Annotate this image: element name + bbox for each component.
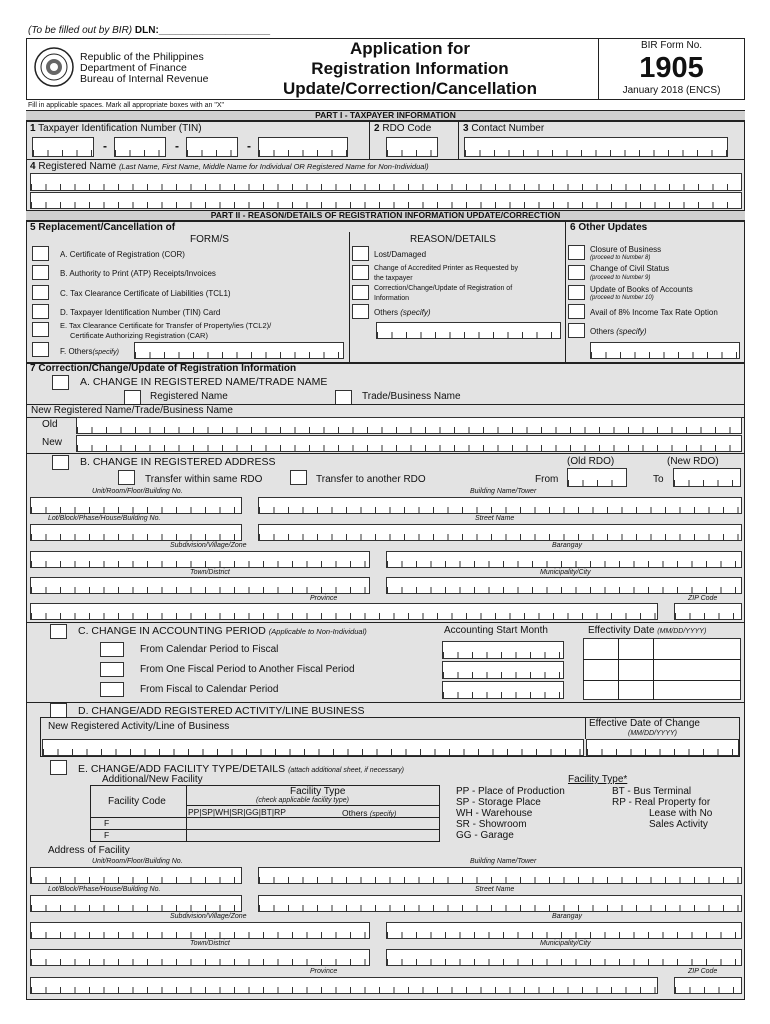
change-name-label: A. CHANGE IN REGISTERED NAME/TRADE NAME [80, 376, 328, 388]
reason-printer-2: the taxpayer [374, 275, 413, 282]
comb-ticks [259, 877, 741, 884]
eff-change-hint: (MM/DD/YYYY) [628, 730, 677, 737]
fiscal-to-calendar-label: From Fiscal to Calendar Period [140, 684, 279, 695]
tin-card-checkbox[interactable] [32, 304, 49, 319]
comb-ticks [115, 150, 165, 157]
others-form-checkbox[interactable] [32, 342, 49, 357]
other-updates-checkbox[interactable] [568, 323, 585, 338]
lost-damaged-checkbox[interactable] [352, 246, 369, 261]
comb-ticks [674, 480, 740, 487]
change-activity-label: D. CHANGE/ADD REGISTERED ACTIVITY/LINE BUSINESS [78, 705, 365, 717]
fac-town-input[interactable] [30, 949, 370, 966]
reason-correction: Correction/Change/Update of Registration of [374, 285, 513, 292]
zip-label: ZIP Code [688, 595, 718, 602]
tin-part3[interactable] [186, 137, 238, 157]
comb-ticks [77, 445, 741, 452]
change-address-label: B. CHANGE IN REGISTERED ADDRESS [80, 456, 276, 468]
comb-ticks [675, 987, 741, 994]
form-others: F. Others(specify) [60, 347, 119, 356]
province-input[interactable] [30, 603, 658, 620]
reason-correction-2: Information [374, 295, 410, 302]
others-form-input[interactable] [134, 342, 344, 359]
same-rdo-checkbox[interactable] [118, 470, 135, 485]
closure-hint: (proceed to Number 8) [590, 255, 651, 261]
form-tcl2: E. Tax Clearance Certificate for Transfer of Property/ies (TCL2)/ [60, 321, 272, 330]
bir-seal-icon [34, 47, 74, 87]
town-input[interactable] [30, 577, 370, 594]
books-checkbox[interactable] [568, 285, 585, 300]
fiscal-to-fiscal-checkbox[interactable] [100, 662, 124, 677]
tcl1-checkbox[interactable] [32, 285, 49, 300]
contact-number-input[interactable] [464, 137, 728, 157]
fac-building-label: Building Name/Tower [470, 858, 537, 865]
fac-unit-input[interactable] [30, 867, 242, 884]
fac-lot-label: Lot/Block/Phase/House/Building No. [48, 886, 161, 893]
city-label: Municipality/City [540, 569, 591, 576]
acct-month-input-2[interactable] [442, 661, 564, 679]
barangay-label: Barangay [552, 542, 582, 549]
facility-check-hint: (check applicable facility type) [256, 797, 349, 804]
fiscal-to-calendar-checkbox[interactable] [100, 682, 124, 697]
instructions: Fill in applicable spaces. Mark all appropriate boxes with an "X" [28, 102, 225, 109]
old-rdo-label: (Old RDO) [567, 456, 615, 467]
comb-ticks [31, 905, 241, 912]
change-printer-checkbox[interactable] [352, 265, 369, 280]
correction-checkbox[interactable] [352, 285, 369, 300]
building-label: Building Name/Tower [470, 488, 537, 495]
part2-title: PART II - REASON/DETAILS OF REGISTRATION INFORMATION UPDATE/CORRECTION [210, 210, 561, 220]
forms-header: FORM/S [190, 234, 229, 245]
legend-left: PP - Place of Production SP - Storage Place WH - Warehouse SR - Showroom GG - Garage [456, 786, 565, 841]
trade-name-checkbox[interactable] [335, 390, 352, 405]
registered-name-option: Registered Name [150, 391, 228, 402]
facility-col-headers: PP|SP|WH|SR|GG|BT|RP [188, 807, 286, 817]
comb-ticks [31, 932, 369, 939]
tcl2-checkbox[interactable] [32, 322, 49, 337]
section5-title: 5 Replacement/Cancellation of [30, 222, 176, 233]
registered-name-input-1[interactable] [30, 173, 742, 191]
gg-col: GG [245, 807, 259, 817]
form-tcl1: C. Tax Clearance Certificate of Liabilities (TCL1) [60, 289, 231, 298]
new-activity-label: New Registered Activity/Line of Business [48, 721, 230, 732]
same-rdo-label: Transfer within same RDO [145, 474, 263, 485]
others-reason-checkbox[interactable] [352, 304, 369, 319]
comb-ticks [31, 613, 657, 620]
fac-zip-label: ZIP Code [688, 968, 718, 975]
books-label: Update of Books of Accounts [590, 285, 693, 294]
comb-ticks [31, 184, 741, 191]
comb-ticks [675, 613, 741, 620]
facility-f-label: F [104, 830, 110, 840]
province-label: Province [310, 595, 338, 602]
agency-block: Republic of the Philippines Department of Finance Bureau of Internal Revenue [80, 51, 209, 85]
acct-month-input-3[interactable] [442, 681, 564, 699]
legend-title: Facility Type* [568, 774, 628, 785]
new-rdo-label: (New RDO) [667, 456, 719, 467]
change-activity-checkbox[interactable] [50, 703, 67, 718]
reason-header: REASON/DETAILS [410, 234, 496, 245]
tin-dash: - [103, 139, 107, 153]
new-activity-input[interactable] [42, 739, 584, 756]
bir-note: (To be filled out by BIR) DLN:____________________ [28, 25, 271, 36]
change-facility-checkbox[interactable] [50, 760, 67, 775]
comb-ticks [43, 749, 583, 756]
fac-street-label: Street Name [475, 886, 515, 893]
registered-name-input-2[interactable] [30, 192, 742, 209]
reason-lost: Lost/Damaged [374, 250, 427, 259]
new-label: New [42, 437, 63, 448]
old-rdo-input[interactable] [567, 468, 627, 487]
comb-ticks [33, 150, 93, 157]
comb-ticks [31, 877, 241, 884]
comb-ticks [591, 352, 739, 359]
registered-name-label: 4 Registered Name (Last Name, First Name, Middle Name for Individual OR Registered Name for Non-Individual) [30, 161, 429, 172]
part1-title: PART I - TAXPAYER INFORMATION [315, 110, 456, 120]
facility-code-label: Facility Code [108, 796, 166, 807]
comb-ticks [387, 959, 741, 966]
from-rdo-label: From [535, 474, 559, 485]
civil-status-checkbox[interactable] [568, 265, 585, 280]
contact-label: 3 Contact Number [463, 123, 545, 134]
comb-ticks [377, 332, 560, 339]
change-facility-label: E. CHANGE/ADD FACILITY TYPE/DETAILS (attach additional sheet, if necessary) [78, 763, 405, 775]
comb-ticks [443, 672, 563, 679]
fac-subdivision-input[interactable] [30, 922, 370, 939]
rdo-code-input[interactable] [386, 137, 438, 157]
comb-ticks [443, 652, 563, 659]
acct-month-input-1[interactable] [442, 641, 564, 659]
other-updates-input[interactable] [590, 342, 740, 359]
reason-others: Others (specify) [374, 308, 431, 317]
fac-zip-input[interactable] [674, 977, 742, 994]
old-label: Old [42, 419, 58, 430]
change-period-label: C. CHANGE IN ACCOUNTING PERIOD (Applicable to Non-Individual) [78, 625, 367, 637]
trade-name-option: Trade/Business Name [362, 391, 461, 402]
comb-ticks [259, 150, 347, 157]
books-hint: (proceed to Number 10) [590, 295, 654, 301]
tin-dash: - [247, 139, 251, 153]
form-title: Application for Registration Information Update/Correction/Cancellation [282, 39, 538, 98]
sp-col: SP [201, 807, 213, 817]
building-input[interactable] [258, 497, 742, 514]
tin-part1[interactable] [32, 137, 94, 157]
facility-others-header: Others (specify) [342, 808, 397, 818]
comb-ticks [31, 987, 657, 994]
street-input[interactable] [258, 524, 742, 541]
old-name-input[interactable] [76, 417, 742, 434]
barangay-input[interactable] [386, 551, 742, 568]
facility-type-label: Facility Type [290, 786, 346, 797]
street-label: Street Name [475, 515, 515, 522]
another-rdo-label: Transfer to another RDO [316, 474, 426, 485]
unit-label: Unit/Room/Floor/Building No. [92, 488, 183, 495]
comb-ticks [259, 507, 741, 514]
new-name-input[interactable] [76, 435, 742, 452]
fac-lot-input[interactable] [30, 895, 242, 912]
lot-label: Lot/Block/Phase/House/Building No. [48, 515, 161, 522]
wh-col: WH [215, 807, 230, 817]
comb-ticks [31, 959, 369, 966]
comb-ticks [31, 534, 241, 541]
rdo-label: 2 RDO Code [374, 123, 432, 134]
subdivision-input[interactable] [30, 551, 370, 568]
new-name-label: New Registered Name/Trade/Business Name [31, 405, 233, 416]
comb-ticks [259, 534, 741, 541]
comb-ticks [587, 749, 738, 756]
fac-city-input[interactable] [386, 949, 742, 966]
tin-dash: - [175, 139, 179, 153]
change-period-checkbox[interactable] [50, 624, 67, 639]
comb-ticks [77, 427, 741, 434]
closure-checkbox[interactable] [568, 245, 585, 260]
calendar-to-fiscal-label: From Calendar Period to Fiscal [140, 644, 279, 655]
zip-input[interactable] [674, 603, 742, 620]
reason-printer: Change of Accredited Printer as Requested by [374, 265, 518, 272]
comb-ticks [387, 561, 741, 568]
form-tin-card: D. Taxpayer Identification Number (TIN) Card [60, 308, 221, 317]
fac-barangay-label: Barangay [552, 913, 582, 920]
comb-ticks [387, 150, 437, 157]
comb-ticks [465, 150, 727, 157]
registered-name-checkbox[interactable] [124, 390, 141, 405]
fac-street-input[interactable] [258, 895, 742, 912]
effectivity-date-input[interactable] [583, 638, 741, 700]
comb-ticks [187, 150, 237, 157]
fac-province-label: Province [310, 968, 338, 975]
city-input[interactable] [386, 577, 742, 594]
facility-address-label: Address of Facility [48, 845, 130, 856]
income-tax-option-checkbox[interactable] [568, 304, 585, 319]
civil-status-label: Change of Civil Status [590, 264, 670, 273]
atp-checkbox[interactable] [32, 265, 49, 280]
comb-ticks [31, 561, 369, 568]
eff-change-input[interactable] [586, 739, 739, 756]
eff-change-label: Effective Date of Change [589, 718, 700, 729]
lot-input[interactable] [30, 524, 242, 541]
fac-town-label: Town/District [190, 940, 230, 947]
fac-province-input[interactable] [30, 977, 658, 994]
cor-checkbox[interactable] [32, 246, 49, 261]
others-reason-input[interactable] [376, 322, 561, 339]
fiscal-to-fiscal-label: From One Fiscal Period to Another Fiscal Period [140, 664, 355, 675]
comb-ticks [259, 905, 741, 912]
fac-building-input[interactable] [258, 867, 742, 884]
acct-start-label: Accounting Start Month [444, 625, 548, 636]
calendar-to-fiscal-checkbox[interactable] [100, 642, 124, 657]
rp-col: RP [274, 807, 286, 817]
closure-label: Closure of Business [590, 245, 662, 254]
fac-unit-label: Unit/Room/Floor/Building No. [92, 858, 183, 865]
comb-ticks [135, 352, 343, 359]
change-name-checkbox[interactable] [52, 375, 69, 390]
form-cor: A. Certificate of Registration (COR) [60, 250, 185, 259]
form-number-block: BIR Form No. 1905 January 2018 (ENCS) [622, 40, 721, 96]
facility-f-label: F [104, 818, 110, 828]
sr-col: SR [231, 807, 244, 817]
subdivision-label: Subdivision/Village/Zone [170, 542, 247, 549]
another-rdo-checkbox[interactable] [290, 470, 307, 485]
effectivity-label: Effectivity Date (MM/DD/YYYY) [588, 625, 707, 636]
form-atp: B. Authority to Print (ATP) Receipts/Invoices [60, 269, 216, 278]
comb-ticks [31, 587, 369, 594]
section7-title: 7 Correction/Change/Update of Registration Information [30, 363, 297, 374]
unit-input[interactable] [30, 497, 242, 514]
change-address-checkbox[interactable] [52, 455, 69, 470]
fac-city-label: Municipality/City [540, 940, 591, 947]
comb-ticks [568, 480, 626, 487]
to-rdo-label: To [653, 474, 664, 485]
comb-ticks [387, 932, 741, 939]
comb-ticks [387, 587, 741, 594]
tin-part2[interactable] [114, 137, 166, 157]
legend-right: BT - Bus Terminal RP - Real Property for Lease with No Sales Activity [612, 786, 713, 830]
income-tax-option-label: Avail of 8% Income Tax Rate Option [590, 308, 718, 317]
other-updates-label: Others (specify) [590, 327, 647, 336]
civil-status-hint: (proceed to Number 9) [590, 275, 651, 281]
tin-branch[interactable] [258, 137, 348, 157]
new-rdo-input[interactable] [673, 468, 741, 487]
town-label: Town/District [190, 569, 230, 576]
pp-col: PP [188, 807, 200, 817]
section6-title: 6 Other Updates [570, 222, 648, 233]
comb-ticks [31, 507, 241, 514]
bt-col: BT [261, 807, 272, 817]
comb-ticks [443, 692, 563, 699]
fac-subdivision-label: Subdivision/Village/Zone [170, 913, 247, 920]
tin-label: 1 Taxpayer Identification Number (TIN) [30, 123, 202, 134]
form-car: Certificate Authorizing Registration (CAR) [70, 331, 208, 340]
fac-barangay-input[interactable] [386, 922, 742, 939]
add-facility-label: Additional/New Facility [102, 774, 203, 785]
comb-ticks [31, 202, 741, 209]
